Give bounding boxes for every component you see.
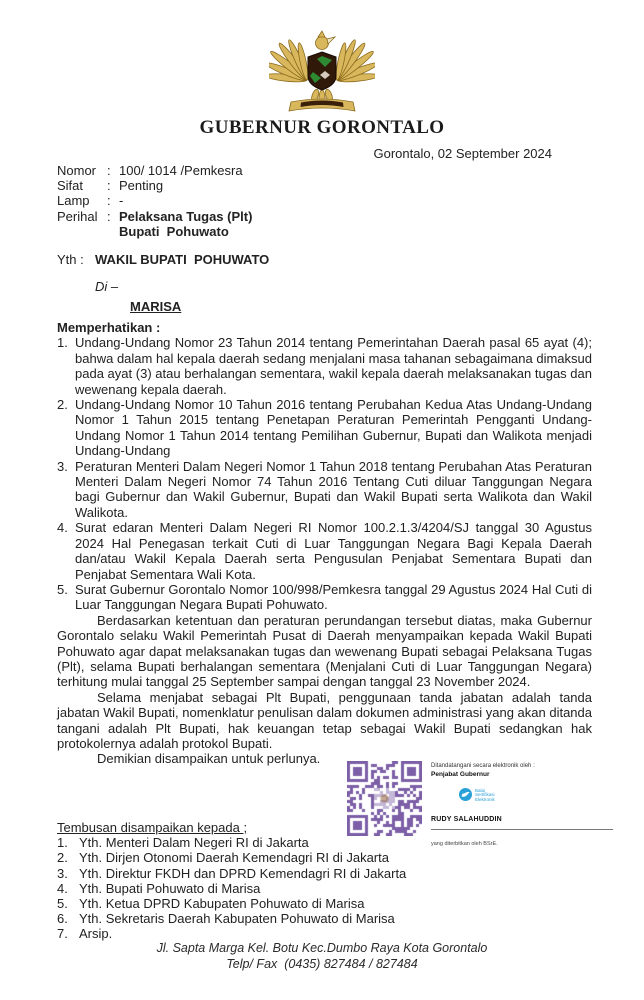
list-item-number: 3. [57, 458, 68, 474]
tembusan-item [57, 881, 592, 896]
recipient-row [57, 252, 592, 267]
dateline: Gorontalo, 02 September 2024 [373, 146, 552, 161]
issuer-note: yang diterbitkan oleh BSrE. [431, 841, 498, 848]
body-paragraph: Berdasarkan ketentuan dan peraturan perundangan tersebut diatas, maka Gubernur Gorontalo selaku Wakil Pemerintah Pusat di Daerah menyampaikan kepada Wakil Bupati Pohuwato agar dapat melaksanakan tugas dan wewenang Bupati sebagai Pelaksana Tugas (Plt), selama Bupati berhalangan sementara (Menjalani Cuti di Luar Tanggungan Negara) terhitung mulai tanggal 25 September sampai dengan tanggal 23 November 2024. [57, 612, 592, 690]
tembusan-text: Yth. Ketua DPRD Kabupaten Pohuwato di Marisa [79, 896, 365, 912]
tembusan-number: 6. [57, 911, 68, 927]
bsre-logo-row [459, 788, 619, 804]
footer-address-line: Jl. Sapta Marga Kel. Botu Kec.Dumbo Raya Kota Gorontalo [156, 941, 488, 955]
tembusan-number: 2. [57, 850, 68, 866]
tembusan-number: 3. [57, 865, 68, 881]
list-item [57, 459, 592, 521]
tembusan-item [57, 850, 592, 865]
tembusan-text: Yth. Direktur FKDH dan DPRD Kemendagri RI di Jakarta [79, 865, 407, 881]
office-title: GUBERNUR GORONTALO [199, 117, 445, 138]
list-item-number: 5. [57, 581, 68, 597]
meta-value-subject-line2: Bupati Pohuwato [119, 223, 229, 239]
tembusan-block [57, 820, 592, 942]
list-item-text: Surat Gubernur Gorontalo Nomor 100/998/Pemkesra tanggal 29 Agustus 2024 Hal Cuti di Luar Tanggungan Negara Bupati Pohuwato. [75, 581, 592, 613]
tembusan-number: 5. [57, 896, 68, 912]
meta-row-sifat [57, 178, 592, 193]
meta-colon: : [107, 208, 111, 224]
tembusan-text: Yth. Menteri Dalam Negeri RI di Jakarta [79, 835, 309, 851]
list-item-text: Surat edaran Menteri Dalam Negeri RI Nomor 100.2.1.3/4204/SJ tanggal 30 Agustus 2024 Hal Penegasan terkait Cuti di Luar Tanggungan Negara Bagi Kepala Daerah dan/atau Wakil Kepala Daerah serta Pengusulan Penjabat Sementara Bupati dan Penjabat Sementara Wali Kota. [75, 520, 592, 582]
footer-phone-line: Telp/ Fax (0435) 827484 / 827484 [226, 956, 418, 971]
meta-row-nomor [57, 163, 592, 178]
tembusan-item [57, 896, 592, 911]
meta-colon: : [107, 193, 111, 209]
tembusan-heading: Tembusan disampaikan kepada ; [57, 820, 248, 835]
list-item-text: Undang-Undang Nomor 10 Tahun 2016 tentang Perubahan Kedua Atas Undang-Undang Nomor 1 Tahun 2015 tentang Penetapan Peraturan Pemerintah Pengganti Undang-Undang Nomor 1 Tahun 2014 tentang Pemilihan Gubernur, Bupati dan Walikota menjadi Undang-Undang [75, 397, 592, 459]
meta-value: Penting [119, 178, 164, 194]
meta-colon: : [107, 178, 111, 194]
list-item [57, 582, 592, 613]
tembusan-text: Yth. Dirjen Otonomi Daerah Kemendagri RI di Jakarta [79, 850, 389, 866]
meta-label: Perihal [57, 208, 98, 224]
bsre-text-line: Sertifikasi [475, 792, 495, 798]
tembusan-item [57, 926, 592, 941]
meta-value-subject: Pelaksana Tugas (Plt) [119, 208, 253, 224]
signer-title: Penjabat Gubernur [431, 770, 490, 778]
signer-name: RUDY SALAHUDDIN [431, 812, 613, 830]
tembusan-number: 4. [57, 880, 68, 896]
meta-label: Nomor [57, 163, 97, 178]
meta-label: Sifat [57, 178, 84, 194]
tembusan-number: 1. [57, 835, 68, 851]
tembusan-item [57, 911, 592, 926]
tembusan-item [57, 866, 592, 881]
garuda-emblem-icon [269, 26, 375, 121]
memperhatikan-heading: Memperhatikan : [57, 320, 161, 335]
bsre-logo-icon [459, 788, 472, 804]
bsre-text-line: Elektronik [475, 797, 495, 803]
recipient-di: Di – [95, 279, 119, 295]
body-paragraph: Selama menjabat sebagai Plt Bupati, penggunaan tanda jabatan adalah tanda jabatan Wakil Bupati, nomenklatur penulisan dalam dokumen administrasi yang akan ditanda tangani adalah Plt Bupati, hak keuangan tetap sebagai Wakil Bupati sedangkan hak protokolernya adalah protokol Bupati. [57, 689, 592, 751]
memperhatikan-list [57, 335, 592, 612]
list-item-text: Undang-Undang Nomor 23 Tahun 2014 tentang Pemerintahan Daerah pasal 65 ayat (4); bahwa dalam hal kepala daerah sedang menjalani masa tahanan sebagaimana dimaksud pada ayat (3) atau berhalangan sementara, wakil kepala daerah melaksanakan tugas dan wewenang kepala daerah. [75, 335, 592, 397]
recipient-city: MARISA [130, 298, 182, 314]
tembusan-text: Yth. Sekretaris Daerah Kabupaten Pohuwato di Marisa [79, 911, 395, 927]
recipient-name: WAKIL BUPATI POHUWATO [95, 252, 270, 267]
letter-body [57, 320, 592, 767]
list-item-number: 4. [57, 520, 68, 536]
tembusan-text: Yth. Bupati Pohuwato di Marisa [79, 880, 261, 896]
meta-value: - [119, 193, 124, 209]
meta-value: 100/ 1014 /Pemkesra [119, 163, 243, 178]
tembusan-number: 7. [57, 926, 68, 942]
closing-paragraph: Demikian disampaikan untuk perlunya. [97, 751, 321, 767]
list-item-text: Peraturan Menteri Dalam Negeri Nomor 1 Tahun 2018 tentang Perubahan Atas Peraturan Menteri Dalam Negeri Nomor 74 Tahun 2016 Tentang Cuti diluar Tanggungan Negara bagi Gubernur dan Wakil Gubernur, Bupati dan Wakil Bupati serta Walikota dan Wakil Walikota. [75, 458, 592, 520]
list-item-number: 2. [57, 397, 68, 413]
list-item [57, 397, 592, 459]
signed-electronically-note: Ditandatangani secara elektronik oleh : [431, 763, 535, 769]
meta-row-lamp [57, 193, 592, 208]
list-item [57, 335, 592, 397]
tembusan-item [57, 835, 592, 850]
recipient-label: Yth : [57, 252, 84, 267]
recipient-block [57, 252, 592, 314]
bsre-logo-text [475, 789, 495, 803]
tembusan-text: Arsip. [79, 926, 113, 942]
list-item [57, 520, 592, 582]
meta-colon: : [107, 163, 111, 178]
bsre-text-line: Balai [475, 787, 486, 793]
list-item-number: 1. [57, 335, 68, 351]
footer-address [0, 941, 644, 972]
meta-label: Lamp [57, 193, 90, 209]
letter-meta [57, 163, 592, 239]
meta-row-perihal [57, 209, 592, 224]
